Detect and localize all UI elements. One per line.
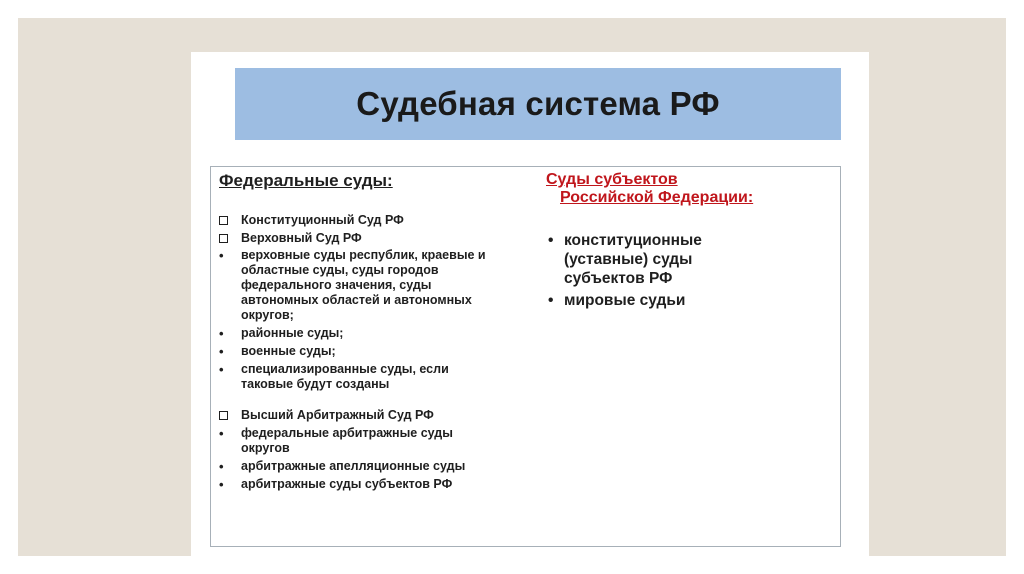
list-item-text: Верховный Суд РФ: [241, 231, 362, 245]
federal-courts-heading: Федеральные суды:: [219, 171, 393, 190]
list-item: [219, 231, 549, 246]
content-box: [210, 166, 841, 547]
list-item-text: арбитражные апелляционные суды: [241, 459, 466, 473]
title-bar: [235, 68, 841, 140]
bullet-icon: [219, 426, 237, 442]
list-item: [219, 477, 549, 492]
list-item: [219, 459, 549, 474]
list-item: [219, 326, 549, 341]
list-item-text: Высший Арбитражный Суд РФ: [241, 408, 434, 422]
federal-courts-column: [219, 171, 549, 492]
bullet-icon: •: [548, 292, 554, 309]
bullet-icon: [219, 344, 237, 360]
checkbox-square-icon: [219, 231, 237, 247]
subject-courts-column: [546, 171, 836, 310]
list-item: [219, 213, 549, 228]
list-item-text: конституционные (уставные) суды субъектов РФ: [564, 232, 702, 287]
subject-courts-heading: [546, 171, 836, 207]
list-item: [219, 362, 549, 392]
subject-courts-list: [546, 231, 836, 310]
slide-title: Судебная система РФ: [356, 85, 720, 122]
list-item-text: Конституционный Суд РФ: [241, 213, 404, 227]
list-item: [546, 231, 836, 288]
list-item: [219, 248, 549, 323]
checkbox-square-icon: [219, 213, 237, 229]
slide: [191, 52, 869, 559]
bullet-icon: [219, 362, 237, 378]
list-item-text: специализированные суды, если таковые будут созданы: [241, 362, 449, 391]
list-item-text: арбитражные суды субъектов РФ: [241, 477, 453, 491]
list-item-text: районные суды;: [241, 326, 344, 340]
list-item-text: военные суды;: [241, 344, 336, 358]
list-item: [219, 408, 549, 423]
bullet-icon: [219, 326, 237, 342]
list-item-text: верховные суды республик, краевые и областные суды, суды городов федерального значения, суды автономных областей и автономных округов;: [241, 248, 486, 322]
list-item-text: мировые судьи: [564, 292, 686, 309]
slide-frame: [18, 18, 1006, 556]
checkbox-square-icon: [219, 408, 237, 424]
subject-courts-heading-line1: Суды субъектов: [546, 171, 678, 188]
list-item-text: федеральные арбитражные суды округов: [241, 426, 453, 455]
list-item: [546, 291, 836, 310]
bullet-icon: [219, 248, 237, 264]
bullet-icon: •: [548, 232, 554, 249]
bullet-icon: [219, 477, 237, 493]
bullet-icon: [219, 459, 237, 475]
list-item: [219, 344, 549, 359]
list-item: [219, 426, 549, 456]
federal-courts-list: [219, 213, 549, 492]
subject-courts-heading-line2: Российской Федерации:: [560, 189, 754, 206]
